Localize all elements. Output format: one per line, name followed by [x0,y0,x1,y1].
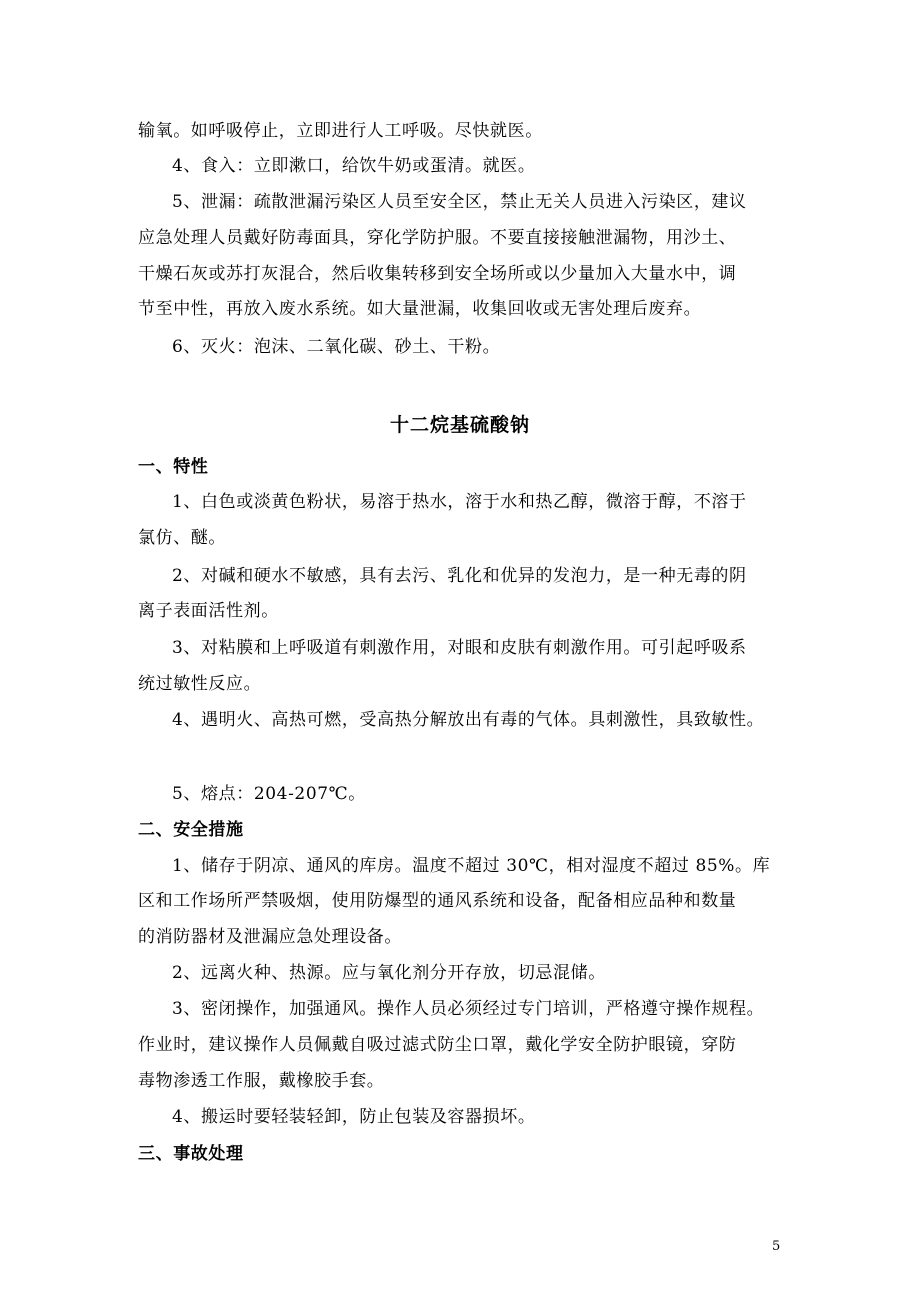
document-title: 十二烷基硫酸钠 [389,414,530,436]
properties-item-2-line-1: 2、对碱和硬水不敏感，具有去污、乳化和优异的发泡力，是一种无毒的阴 [172,566,747,586]
safety-item-1-line-1: 1、储存于阴凉、通风的库房。温度不超过 30℃，相对湿度不超过 85%。库 [172,856,771,876]
properties-item-1-line-1: 1、白色或淡黄色粉状，易溶于热水，溶于水和热乙醇，微溶于醇，不溶于 [172,492,747,512]
safety-item-3-line-3: 毒物渗透工作服，戴橡胶手套。 [138,1071,385,1091]
prev-item-5-line-4: 节至中性，再放入废水系统。如大量泄漏，收集回收或无害处理后废弃。 [138,299,702,319]
section-heading-safety-measures: 二、安全措施 [138,820,244,840]
safety-item-3-line-1: 3、密闭操作，加强通风。操作人员必须经过专门培训，严格遵守操作规程。 [172,999,765,1019]
safety-item-1-line-2: 区和工作场所严禁吸烟，使用防爆型的通风系统和设备，配备相应品种和数量 [138,891,737,911]
page-number: 5 [772,1239,781,1254]
prev-paragraph-line: 输氧。如呼吸停止，立即进行人工呼吸。尽快就医。 [138,121,543,141]
prev-item-4: 4、食入：立即漱口，给饮牛奶或蛋清。就医。 [172,156,536,176]
properties-item-3-line-1: 3、对粘膜和上呼吸道有刺激作用，对眼和皮肤有刺激作用。可引起呼吸系 [172,638,747,658]
prev-item-5-line-2: 应急处理人员戴好防毒面具，穿化学防护服。不要直接接触泄漏物，用沙土、 [138,228,737,248]
safety-item-3-line-2: 作业时，建议操作人员佩戴自吸过滤式防尘口罩，戴化学安全防护眼镜，穿防 [138,1035,737,1055]
safety-item-2: 2、远离火种、热源。应与氧化剂分开存放，切忌混储。 [172,963,606,983]
safety-item-1-line-3: 的消防器材及泄漏应急处理设备。 [138,927,402,947]
section-heading-accident-handling: 三、事故处理 [138,1144,244,1164]
properties-item-2-line-2: 离子表面活性剂。 [138,601,279,621]
prev-item-5-line-1: 5、泄漏：疏散泄漏污染区人员至安全区，禁止无关人员进入污染区，建议 [172,192,747,212]
prev-item-5-line-3: 干燥石灰或苏打灰混合，然后收集转移到安全场所或以少量加入大量水中，调 [138,264,737,284]
prev-item-6: 6、灭火：泡沫、二氧化碳、砂土、干粉。 [172,337,501,357]
properties-item-1-line-2: 氯仿、醚。 [138,528,226,548]
safety-item-4: 4、搬运时要轻装轻卸，防止包装及容器损坏。 [172,1107,536,1127]
properties-item-3-line-2: 统过敏性反应。 [138,674,262,694]
section-heading-properties: 一、特性 [138,457,209,477]
properties-item-5: 5、熔点：204-207℃。 [172,784,366,804]
properties-item-4: 4、遇明火、高热可燃，受高热分解放出有毒的气体。具刺激性，具致敏性。 [172,710,765,730]
